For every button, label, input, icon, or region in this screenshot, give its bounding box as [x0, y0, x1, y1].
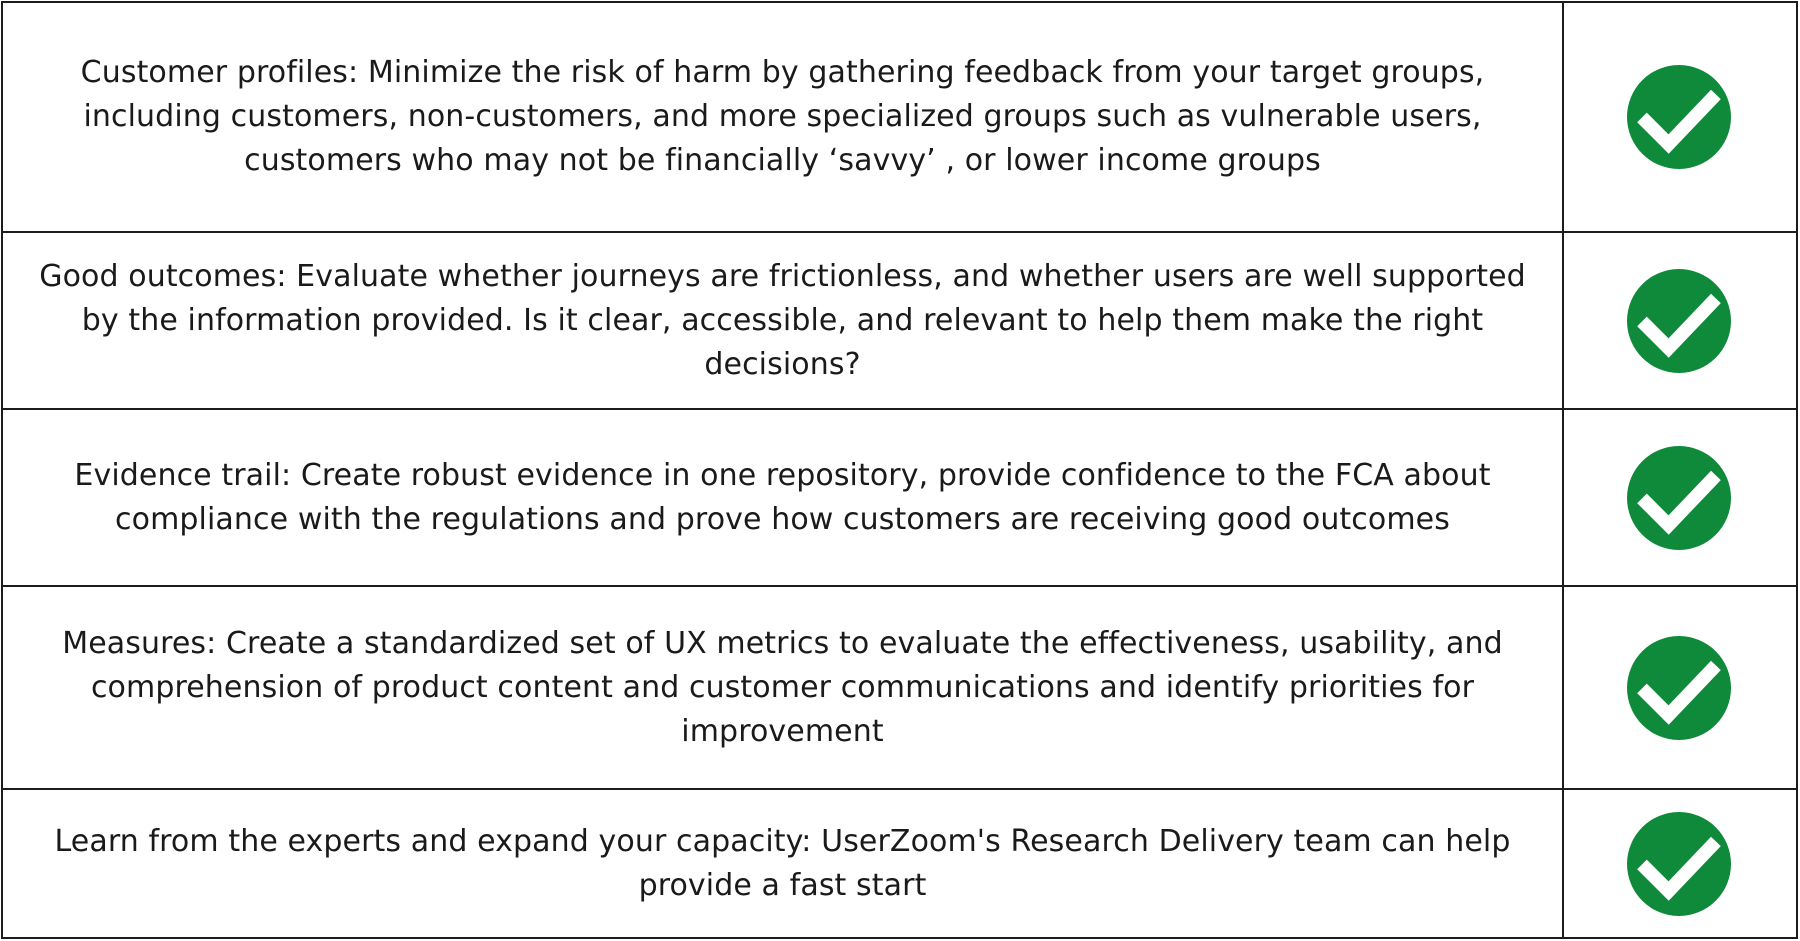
row-text-measures: Measures: Create a standardized set of UX metrics to evaluate the effectiveness, usability, and comprehension of product content and customer communications and identify priorities for improvement: [62, 625, 1503, 749]
table-cell-description: [3, 587, 1564, 790]
table-cell-check: [1564, 3, 1796, 233]
table-cell-description: [3, 233, 1564, 410]
table-cell-check: [1564, 587, 1796, 790]
checkmark-icon: [1627, 812, 1731, 916]
table-cell-check: [1564, 790, 1796, 937]
checkmark-icon: [1627, 636, 1731, 740]
row-text-evidence-trail: Evidence trail: Create robust evidence in one repository, provide confidence to the FCA about compliance with the regulations and prove how customers are receiving good outcomes: [74, 457, 1491, 537]
row-text-customer-profiles: Customer profiles: Minimize the risk of harm by gathering feedback from your target groups, including customers, non-customers, and more specialized groups such as vulnerable users, customers who may not be financially ‘savvy’ , or lower income groups: [80, 55, 1485, 178]
table-cell-check: [1564, 233, 1796, 410]
checkmark-icon: [1627, 446, 1731, 550]
table-cell-description: [3, 410, 1564, 587]
row-text-good-outcomes: Good outcomes: Evaluate whether journeys are frictionless, and whether users are well supported by the information provided. Is it clear, accessible, and relevant to help them make the right decisions?: [39, 258, 1526, 382]
table-cell-check: [1564, 410, 1796, 587]
checkmark-icon: [1627, 65, 1731, 169]
row-text-learn-from-experts: Learn from the experts and expand your capacity: UserZoom's Research Delivery team can help provide a fast start: [54, 823, 1511, 903]
table-cell-description: [3, 3, 1564, 233]
checklist-table: [1, 1, 1798, 939]
table-cell-description: [3, 790, 1564, 937]
checkmark-icon: [1627, 269, 1731, 373]
